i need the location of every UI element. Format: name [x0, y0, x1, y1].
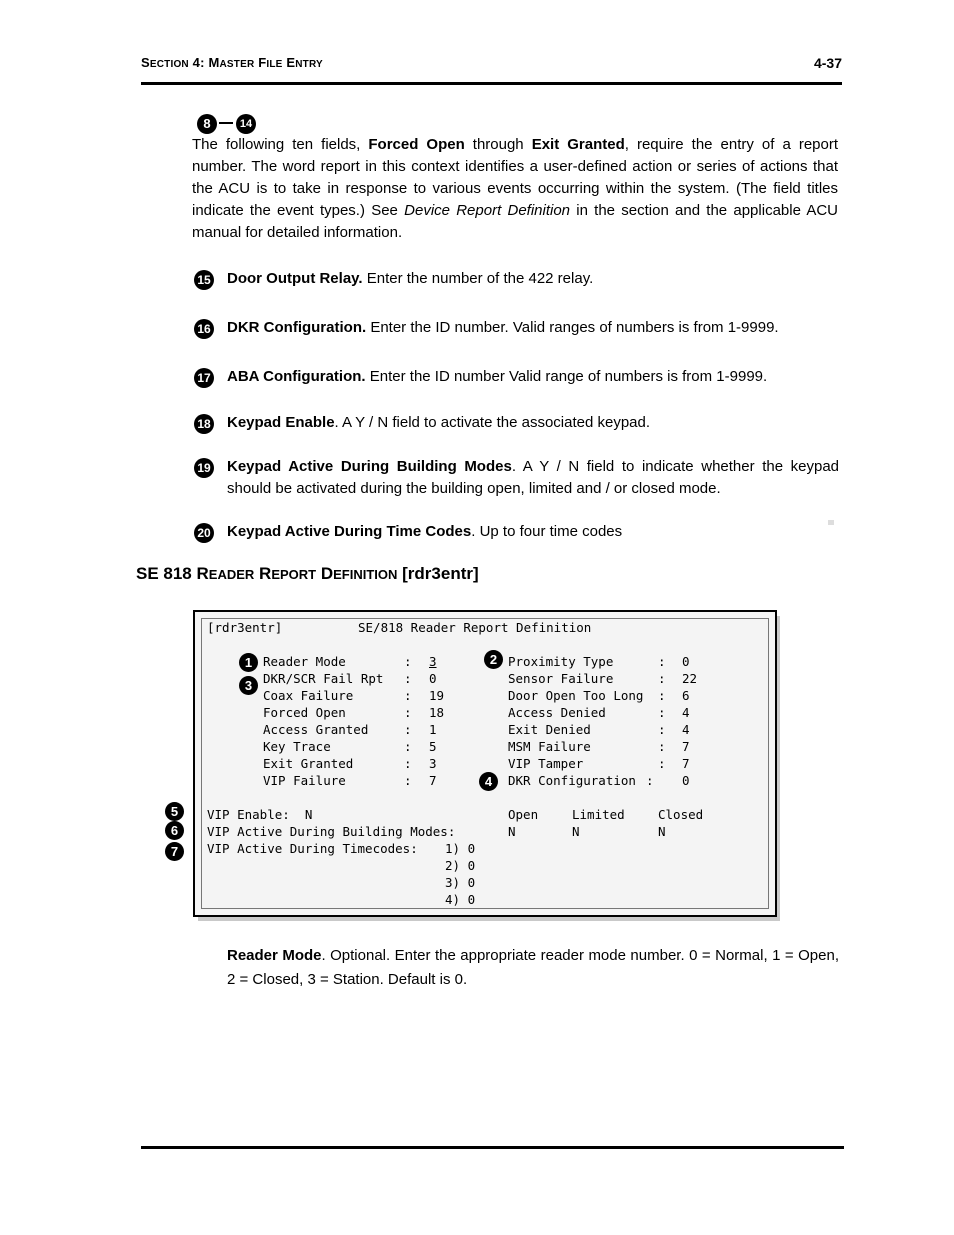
field-value[interactable]: 7 — [682, 756, 690, 771]
screen-title: SE/818 Reader Report Definition — [358, 620, 592, 635]
field-value[interactable]: 3 — [429, 756, 437, 771]
field-value[interactable]: 19 — [429, 688, 445, 703]
field-label: Proximity Type — [508, 654, 614, 669]
field-colon: : — [658, 671, 666, 686]
intro-paragraph: The following ten fields, Forced Open through Exit Granted, require the entry of a report number. The word report in this context identifies a user-defined action or series of actions that the ACU is to take in response to various events occurring within the system. (The field titles indicate the event types.) See Device Report Definition in the section and the applicable ACU manual for detailed information. — [192, 136, 839, 241]
vip-closed-value[interactable]: N — [658, 824, 666, 839]
field-value[interactable]: 4 — [682, 705, 690, 720]
field-value[interactable]: 7 — [682, 739, 690, 754]
section-header: SECTION 4: MASTER FILE ENTRY — [141, 55, 323, 70]
field-label: VIP Tamper — [508, 756, 584, 771]
field-colon: : — [404, 671, 412, 686]
range-dash — [219, 122, 233, 124]
reader-mode-description: Reader Mode. Optional. Enter the appropriate reader mode number. 0 = Normal, 1 = Open, 2 = Closed, 3 = Station. Default is 0. — [227, 947, 839, 988]
field-label: Coax Failure — [263, 688, 354, 703]
page-number: 4-37 — [813, 55, 842, 71]
field-colon: : — [404, 688, 412, 703]
screen-tag: [rdr3entr] — [207, 620, 283, 635]
field-value[interactable]: 18 — [429, 705, 445, 720]
field-value[interactable]: 0 — [682, 773, 690, 788]
callout-badge-15: 15 — [194, 270, 214, 290]
vip-timecodes-label: VIP Active During Timecodes: — [207, 841, 418, 856]
field-colon: : — [646, 773, 654, 788]
timecode-2[interactable]: 2) 0 — [445, 858, 476, 873]
screen-callout-4: 4 — [479, 772, 498, 791]
field-colon: : — [404, 756, 412, 771]
item-keypad-active-building-modes: Keypad Active During Building Modes. A Y / N field to indicate whether the keypad should be activated during the building open, limited and / or closed mode. — [227, 458, 840, 497]
field-value[interactable]: 7 — [429, 773, 437, 788]
vip-limited-value[interactable]: N — [572, 824, 580, 839]
field-colon: : — [658, 688, 666, 703]
field-value[interactable]: 4 — [682, 722, 690, 737]
field-label: Access Denied — [508, 705, 606, 720]
field-label: Reader Mode — [263, 654, 346, 669]
item-keypad-active-time-codes: Keypad Active During Time Codes. Up to four time codes — [227, 523, 623, 540]
col-header-limited: Limited — [572, 807, 625, 822]
screen-callout-2: 2 — [484, 650, 503, 669]
timecode-3[interactable]: 3) 0 — [445, 875, 476, 890]
field-value[interactable]: 1 — [429, 722, 437, 737]
callout-badge-19: 19 — [194, 458, 214, 478]
field-label: Exit Denied — [508, 722, 591, 737]
field-value[interactable]: 0 — [429, 671, 437, 686]
timecode-1[interactable]: 1) 0 — [445, 841, 476, 856]
field-label: Key Trace — [263, 739, 331, 754]
vip-enable-line[interactable]: VIP Enable: N — [207, 807, 313, 822]
screen-callout-5: 5 — [165, 802, 184, 821]
header-rule — [141, 82, 842, 85]
callout-badge-8: 8 — [197, 114, 217, 134]
field-label: MSM Failure — [508, 739, 591, 754]
footer-rule — [141, 1146, 844, 1149]
field-colon: : — [404, 739, 412, 754]
field-label: Access Granted — [263, 722, 369, 737]
timecode-4[interactable]: 4) 0 — [445, 892, 476, 907]
field-label: VIP Failure — [263, 773, 346, 788]
item-aba-configuration: ABA Configuration. Enter the ID number Valid range of numbers is from 1-9999. — [227, 368, 768, 385]
col-header-closed: Closed — [658, 807, 704, 822]
screen-callout-7: 7 — [165, 842, 184, 861]
col-header-open: Open — [508, 807, 539, 822]
field-value[interactable]: 0 — [682, 654, 690, 669]
vip-building-modes-label: VIP Active During Building Modes: — [207, 824, 456, 839]
field-colon: : — [658, 654, 666, 669]
scan-speck — [828, 520, 834, 525]
field-label: DKR/SCR Fail Rpt — [263, 671, 384, 686]
field-colon: : — [658, 739, 666, 754]
field-colon: : — [658, 756, 666, 771]
field-colon: : — [404, 654, 412, 669]
field-label: Exit Granted — [263, 756, 354, 771]
field-value[interactable]: 5 — [429, 739, 437, 754]
field-label: Forced Open — [263, 705, 346, 720]
field-colon: : — [404, 705, 412, 720]
reader-mode-input[interactable]: 3 — [429, 654, 437, 669]
callout-badge-17: 17 — [194, 368, 214, 388]
field-label: Sensor Failure — [508, 671, 614, 686]
callout-badge-16: 16 — [194, 319, 214, 339]
screen-callout-3: 3 — [239, 676, 258, 695]
field-label: DKR Configuration — [508, 773, 636, 788]
field-colon: : — [404, 773, 412, 788]
field-colon: : — [404, 722, 412, 737]
vip-open-value[interactable]: N — [508, 824, 516, 839]
item-door-output-relay: Door Output Relay. Enter the number of the 422 relay. — [227, 270, 594, 287]
section-heading: SE 818 READER REPORT DEFINITION [rdr3entr] — [136, 564, 479, 583]
callout-badge-18: 18 — [194, 414, 214, 434]
callout-badge-20: 20 — [194, 523, 214, 543]
field-colon: : — [658, 722, 666, 737]
field-value[interactable]: 6 — [682, 688, 690, 703]
field-colon: : — [658, 705, 666, 720]
screen-callout-1: 1 — [239, 653, 258, 672]
screen-callout-6: 6 — [165, 821, 184, 840]
item-keypad-enable: Keypad Enable. A Y / N field to activate the associated keypad. — [227, 414, 651, 431]
field-label: Door Open Too Long — [508, 688, 644, 703]
field-value[interactable]: 22 — [682, 671, 698, 686]
callout-badge-14: 14 — [236, 114, 256, 134]
item-dkr-configuration: DKR Configuration. Enter the ID number. Valid ranges of numbers is from 1-9999. — [227, 319, 779, 336]
